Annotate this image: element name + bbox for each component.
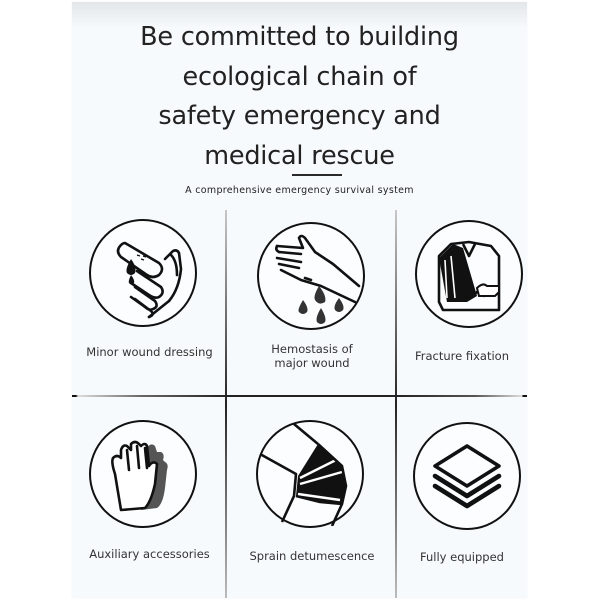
arm-sling-icon: [415, 220, 523, 328]
gloves-icon: [89, 420, 197, 528]
layers-icon: [413, 422, 521, 530]
infographic-panel: [72, 2, 527, 598]
bleeding-hand-icon: [257, 222, 365, 330]
page-title: [72, 18, 527, 176]
title-line-4: medical rescue: [204, 140, 395, 171]
feature-label-fracture: Fracture fixation: [414, 349, 509, 363]
title-line-3: safety emergency and: [158, 101, 441, 131]
subtitle: A comprehensive emergency survival system: [185, 185, 414, 196]
grid-divider-horizontal-left: [72, 395, 227, 397]
grid-divider-vertical-2: [395, 210, 397, 598]
feature-label-minor-wound: Minor wound dressing: [86, 345, 213, 359]
bandaged-finger-icon: [89, 219, 197, 327]
feature-label-hemostasis-line-1: Hemostasis of: [271, 342, 353, 356]
feature-label-auxiliary: Auxiliary accessories: [89, 547, 210, 561]
title-line-2: ecological chain of: [182, 61, 417, 92]
feature-label-hemostasis-line-2: major wound: [274, 356, 350, 370]
feature-label-fully-equipped: Fully equipped: [420, 550, 504, 564]
title-line-1: Be committed to building: [140, 22, 459, 52]
grid-divider-horizontal-mid: [227, 395, 397, 397]
feature-label-hemostasis: [227, 342, 397, 370]
grid-divider-vertical-1: [225, 210, 227, 598]
grid-divider-horizontal-right: [397, 395, 527, 397]
feature-label-sprain: Sprain detumescence: [249, 549, 375, 563]
knee-bandage-icon: [256, 420, 364, 528]
title-divider: [292, 174, 342, 176]
